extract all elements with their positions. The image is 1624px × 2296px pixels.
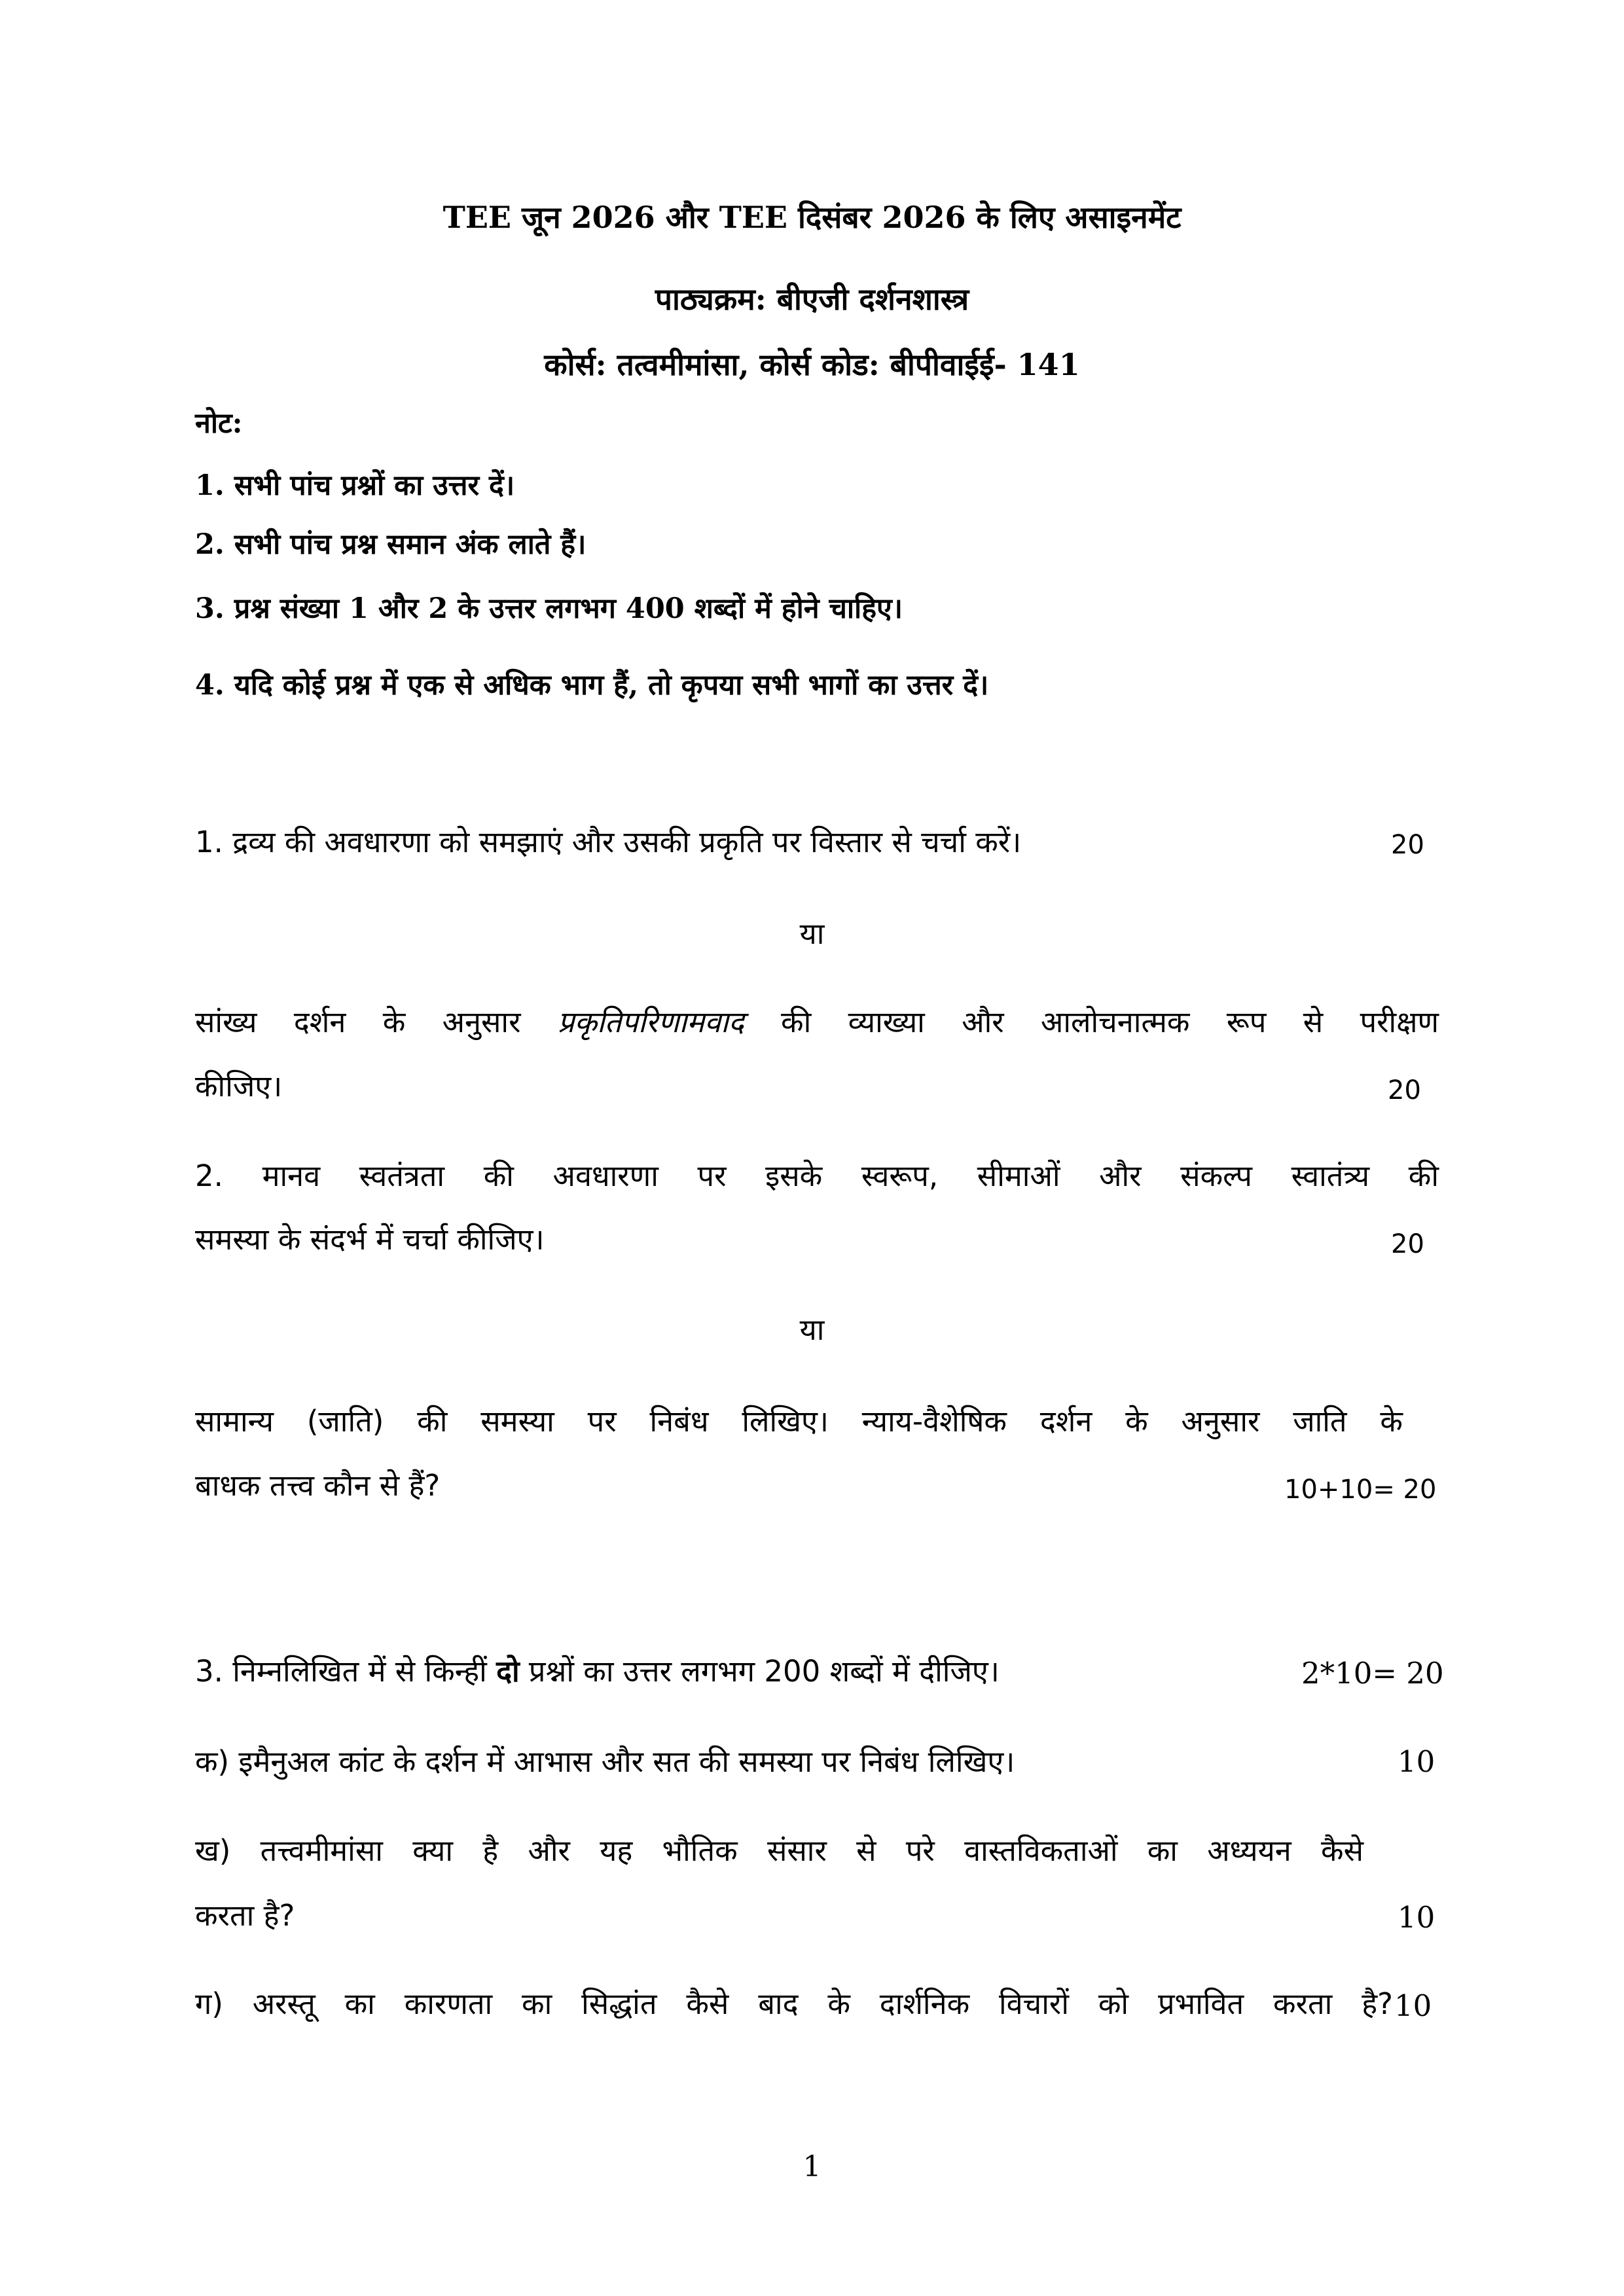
question-3-part-a-marks: 10 bbox=[1398, 1744, 1435, 1779]
course-line: कोर्स: तत्वमीमांसा, कोर्स कोड: बीपीवाईई- 141 bbox=[544, 347, 1080, 382]
or-separator-1: या bbox=[799, 916, 825, 951]
question-2-line-2: समस्या के संदर्भ में चर्चा कीजिए। bbox=[195, 1222, 545, 1257]
note-item-2: 2. सभी पांच प्रश्न समान अंक लाते हैं। bbox=[195, 528, 586, 561]
question-3-part-a: क) इमैनुअल कांट के दर्शन में आभास और सत की समस्या पर निबंध लिखिए। bbox=[195, 1744, 1015, 1779]
question-1-marks: 20 bbox=[1391, 830, 1424, 860]
question-3-part-c-marks: 10 bbox=[1394, 1988, 1432, 2023]
note-item-4: 4. यदि कोई प्रश्न में एक से अधिक भाग हैं, तो कृपया सभी भागों का उत्तर दें। bbox=[195, 669, 989, 702]
question-3-marks: 2*10= 20 bbox=[1301, 1656, 1444, 1691]
programme-line: पाठ्यक्रम: बीएजी दर्शनशास्त्र bbox=[655, 281, 969, 317]
question-3-part-c: ग) अरस्तू का कारणता का सिद्धांत कैसे बाद के दार्शनिक विचारों को प्रभावित करता है? bbox=[195, 1986, 1393, 2021]
question-3: 3. निम्नलिखित में से किन्हीं दो प्रश्नों का उत्तर लगभग 200 शब्दों में दीजिए। bbox=[195, 1654, 1000, 1689]
question-1-alt-line-2: कीजिए। bbox=[195, 1069, 283, 1103]
question-2-alt-line-1: सामान्य (जाति) की समस्या पर निबंध लिखिए। न्याय-वैशेषिक दर्शन के अनुसार जाति के bbox=[195, 1404, 1403, 1439]
question-2-alt-line-2: बाधक तत्त्व कौन से हैं? bbox=[195, 1468, 441, 1503]
question-1: 1. द्रव्य की अवधारणा को समझाएं और उसकी प्रकृति पर विस्तार से चर्चा करें। bbox=[195, 825, 1022, 859]
question-1-alt-marks: 20 bbox=[1388, 1075, 1421, 1105]
question-2-marks: 20 bbox=[1391, 1229, 1424, 1259]
note-item-1: 1. सभी पांच प्रश्नों का उत्तर दें। bbox=[195, 469, 515, 502]
or-separator-2: या bbox=[799, 1312, 825, 1347]
document-title: TEE जून 2026 और TEE दिसंबर 2026 के लिए असाइनमेंट bbox=[442, 200, 1182, 235]
question-1-alt-term: प्रकृतिपरिणामवाद bbox=[557, 1005, 744, 1039]
note-heading: नोट: bbox=[195, 407, 243, 440]
question-1-alt-line-1: सांख्य दर्शन के अनुसार प्रकृतिपरिणामवाद की व्याख्या और आलोचनात्मक रूप से परीक्षण bbox=[195, 1005, 1439, 1039]
question-2-line-1: 2. मानव स्वतंत्रता की अवधारणा पर इसके स्वरूप, सीमाओं और संकल्प स्वातंत्र्य की bbox=[195, 1158, 1439, 1193]
note-item-3: 3. प्रश्न संख्या 1 और 2 के उत्तर लगभग 400 शब्दों में होने चाहिए। bbox=[195, 592, 903, 625]
question-3-emphasis: दो bbox=[496, 1654, 520, 1689]
question-3-part-b-line-2: करता है? bbox=[195, 1898, 295, 1933]
question-2-alt-marks: 10+10= 20 bbox=[1284, 1475, 1437, 1505]
page-number: 1 bbox=[803, 2150, 821, 2183]
question-3-part-b-line-1: ख) तत्त्वमीमांसा क्या है और यह भौतिक संसार से परे वास्तविकताओं का अध्ययन कैसे bbox=[195, 1833, 1363, 1868]
question-3-part-b-marks: 10 bbox=[1398, 1900, 1435, 1935]
